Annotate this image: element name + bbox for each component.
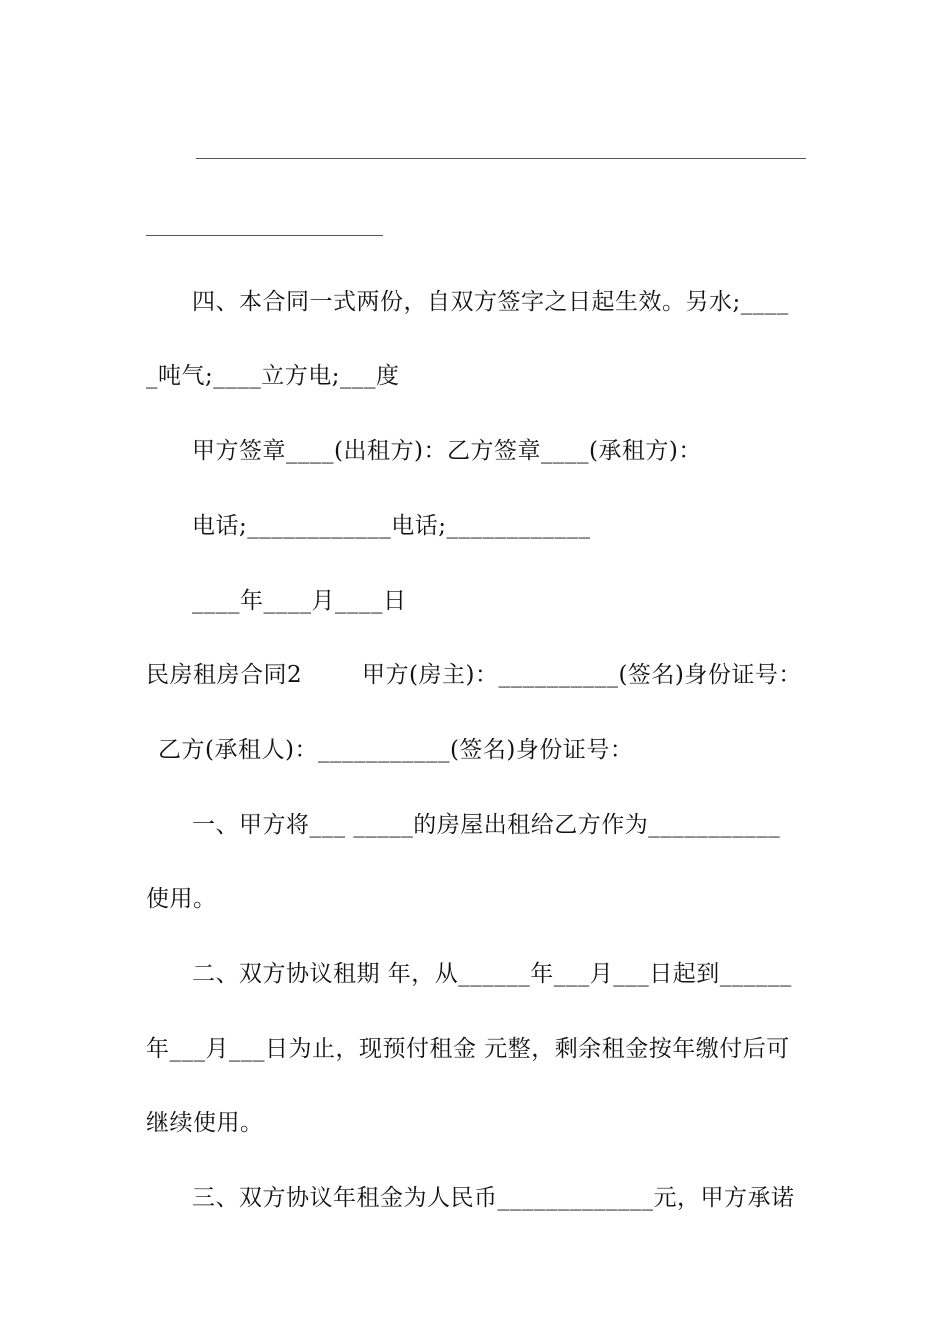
clause-four-line-2: _吨气;____立方电;___度 (146, 363, 400, 389)
clause-one-line-1: 一、甲方将___ _____的房屋出租给乙方作为___________ (192, 812, 781, 838)
clause-one-line-2: 使用。 (146, 886, 217, 912)
clause-two-line-1: 二、双方协议租期 年，从______年___月___日起到______ (192, 961, 792, 987)
signature-line: 甲方签章____(出租方)：乙方签章____(承租方)： (192, 438, 702, 464)
blank-line-short (146, 235, 383, 236)
blank-line-long (196, 158, 806, 159)
clause-three-line-1: 三、双方协议年租金为人民币_____________元，甲方承诺 (192, 1185, 795, 1211)
clause-four-line-1: 四、本合同一式两份，自双方签字之日起生效。另水;____ (192, 289, 789, 315)
date-line: ____年____月____日 (192, 588, 407, 614)
contract-title: 民房租房合同2 (146, 662, 303, 688)
clause-two-line-2: 年___月___日为止，现预付租金 元整，剩余租金按年缴付后可 (146, 1036, 790, 1062)
phone-line: 电话;____________电话;____________ (192, 513, 591, 539)
party-b-line: 乙方(承租人)：___________(签名)身份证号： (158, 737, 634, 763)
party-a-line: 甲方(房主)：__________(签名)身份证号： (362, 662, 802, 688)
clause-two-line-3: 继续使用。 (146, 1110, 264, 1136)
